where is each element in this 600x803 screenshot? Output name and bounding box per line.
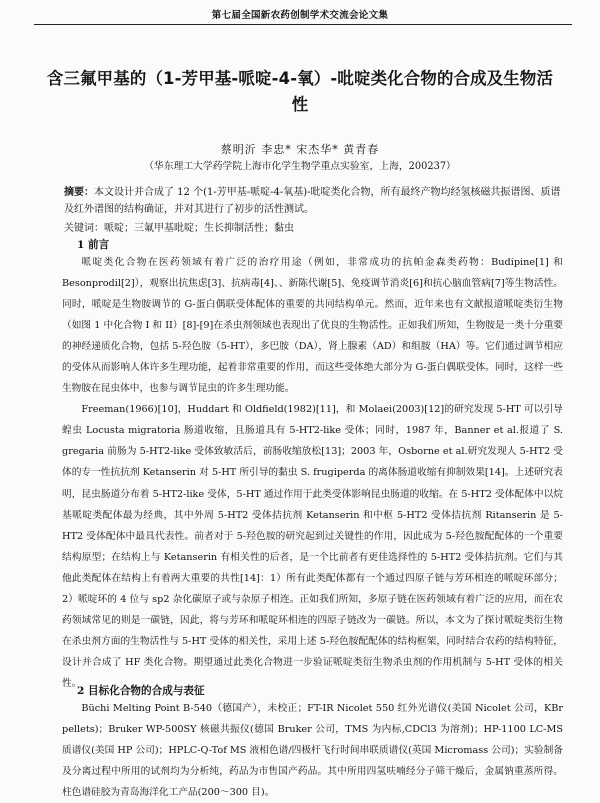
paper-title: 含三氟甲基的（1-芳甲基-哌啶-4-氧）-吡啶类化合物的合成及生物活性	[46, 69, 554, 114]
author-list: 蔡明沂 李忠* 宋杰华* 黄青春	[220, 143, 380, 156]
abstract-label: 摘要：	[64, 187, 94, 198]
abstract	[64, 184, 564, 218]
methods-paragraph-1: Büchi Melting Point B-540（德国产），未校正；FT-IR Nicolet 550 红外光谱仪(美国 Nicolet 公司，KBr pellets)；Bruker WP-500SY 核磁共振仪(德国 Bruker 公司，TMS 为内标,CDCl3 为溶剂)；HP-1100 LC-MS 质谱仪(美国 HP 公司)；HPLC-Q-Tof MS 液相色谱/四极杆飞行时间串联质谱仪(英国 Micromass 公司)；实验制备及分离过程中所用的试剂均为分析纯，药品为市售国产药品。其中所用四氢呋喃经分子筛干燥后，金属钠重蒸所得。柱色谱硅胶为青岛海洋化工产品(200～300 目)。	[62, 703, 563, 799]
intro-paragraph-1: 哌啶类化合物在医药领域有着广泛的治疗用途（例如，非常成功的抗帕金森类药物：Budipine[1] 和 Besonprodil[2]），观察出抗焦虑[3]、抗病毒[4]、、新陈代谢[5]、免疫调节消炎[6]和抗心脑血管病[7]等生物活性。同时，哌啶是生物胺调节的 G-蛋白偶联受体配体的重要的共同结构单元。然而，近年来也有文献报道哌啶类衍生物（如图 1 中化合物 I 和 II）[8]-[9]在杀虫剂领域也表现出了优良的生物活性。正如我们所知，生物胺是一类十分重要的神经递质化合物，包括 5-羟色胺（5-HT），多巴胺（DA），肾上腺素（AD）和组胺（HA）等。它们通过调节相应的受体从而影响人体许多生理功能，起着非常重要的作用，而这些受体绝大部分为 G-蛋白偶联受体。同时，这样一些生物胺在昆虫体中，也参与调节昆虫的许多生理功能。	[62, 257, 563, 395]
section-heading-intro: 1 前言	[77, 239, 110, 251]
keywords	[64, 219, 564, 234]
methods-body	[62, 698, 563, 803]
header-rule	[34, 24, 572, 25]
intro-paragraph-2: Freeman(1966)[10]，Huddart 和 Oldfield(1982)[11]，和 Molaei(2003)[12]的研究发现 5-HT 可以引导蝗虫 Locusta migratoria 肠道收缩，且肠道具有 5-HT2-like 受体；同时，1987 年，Banner et al.报道了 S. gregaria 前肠为 5-HT2-like 受体致敏活后，前肠收缩放松[13]；2003 年，Osborne et al.研究发现人 5-HT2 受体的专一性抗抗剂 Ketanserin 对 5-HT 所引导的黏虫 S. frugiperda 的离体肠道收缩有抑制效果[14]。上述研究表明，昆虫肠道分布着 5-HT2-like 受体，5-HT 通过作用于此类受体影响昆虫肠道的收缩。在 5-HT2 受体配体中以烷基哌啶类配体最为经典，其中外周 5-HT2 受体拮抗剂 Ketanserin 和中枢 5-HT2 受体拮抗剂 Ritanserin 是 5-HT2 受体配体中最具代表性。前者对于 5-羟色胺的研究起到过关键性的作用，因此成为 5-羟色胺配配体的一个重要结构原型；在结构上与 Ketanserin 有相关性的后者，是一个比前者有更佳选择性的 5-HT2 受体拮抗剂。它们与其他此类配体在结构上有着两大重要的共性[14]：1）所有此类配体都有一个通过四原子链与芳环相连的哌啶环部分；2）哌啶环的 4 位与 sp2 杂化碳原子或与杂原子相连。正如我们所知，多原子链在医药领域有着广泛的应用，而在农药领域常见的则是一碳链，因此，将与芳环和哌啶环相连的四原子链改为一碳链。所以，本文为了探讨哌啶类衍生物在杀虫剂方面的生物活性与 5-HT 受体的相关性，采用上述 5-羟色胺配配体的结构框架，同时结合农药的结构特征，设计并合成了 HF 类化合物。期望通过此类化合物进一步验证哌啶类衍生物杀虫剂的作用机制与 5-HT 受体的相关性。	[62, 404, 563, 689]
keywords-text: 哌啶；三氟甲基吡啶；生长抑制活性；黏虫	[104, 223, 294, 234]
running-header: 第七届全国新农药创制学术交流会论文集	[211, 10, 389, 21]
affiliation: （华东理工大学药学院上海市化学生物学重点实验室，上海，200237）	[144, 161, 456, 172]
section-heading-target-compounds: 2 目标化合物的合成与表征	[77, 685, 205, 697]
abstract-text: 本文设计并合成了 12 个(1-芳甲基-哌啶-4-氧基)-吡啶类化合物，所有最终产物均经氢核磁共振谱图、质谱及红外谱图的结构确证，并对其进行了初步的活性测试。	[64, 187, 561, 215]
keywords-label: 关键词：	[64, 223, 104, 234]
intro-body	[62, 252, 563, 694]
